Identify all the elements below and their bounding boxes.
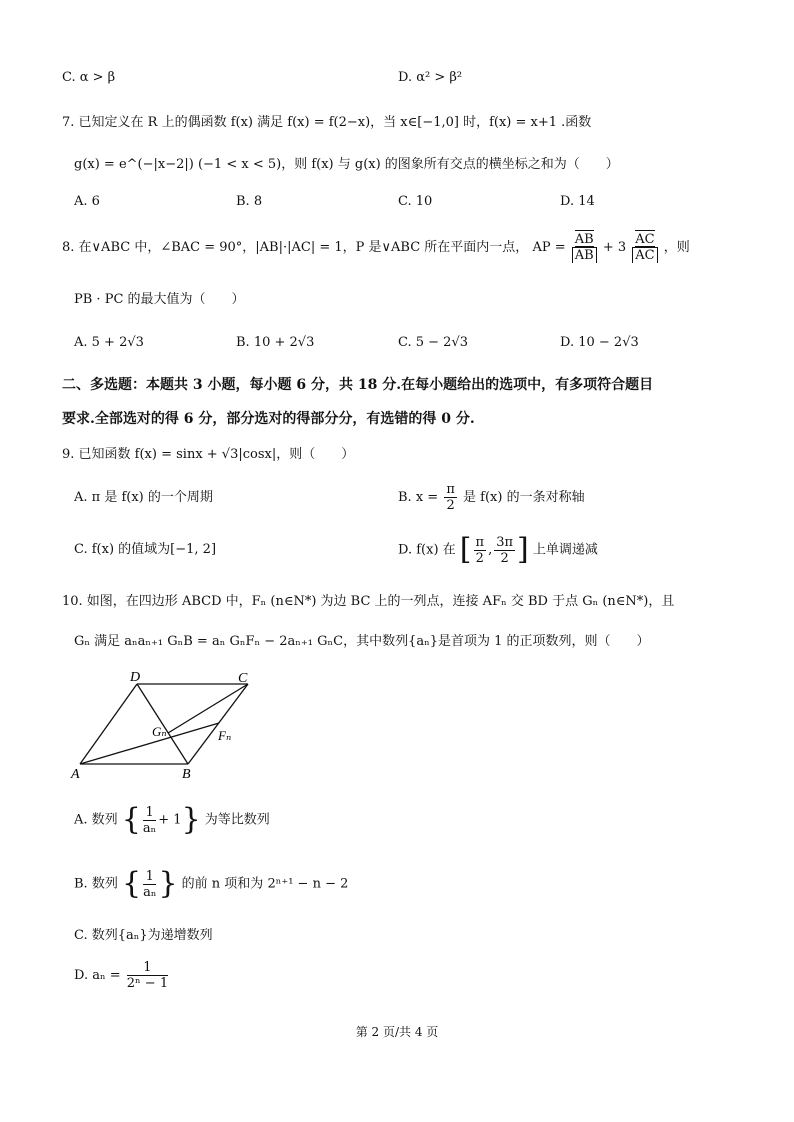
q10-option-d-pre: D. aₙ = bbox=[74, 968, 121, 983]
q10-option-b-den: aₙ bbox=[143, 884, 157, 900]
q7-stem-line2: g(x) = e^(−|x−2|) (−1 < x < 5)，则 f(x) 与 g(x) 的图象所有交点的横坐标之和为（ ） bbox=[74, 157, 619, 172]
q9-option-b-den: 2 bbox=[446, 498, 455, 513]
label-a: A bbox=[71, 767, 80, 782]
q10-option-a-fraction bbox=[143, 805, 156, 836]
q8-ab-norm: AB bbox=[574, 248, 594, 263]
q8-ac-fraction bbox=[632, 232, 657, 263]
q9-option-d-frac2 bbox=[494, 535, 515, 566]
q10-stem-line2: Gₙ 满足 aₙaₙ₊₁ GₙB = aₙ GₙFₙ − 2aₙ₊₁ GₙC，其中数列{aₙ}是首项为 1 的正项数列，则（ ） bbox=[74, 634, 650, 649]
q7-option-a: A. 6 bbox=[74, 194, 100, 209]
q10-option-a-den: aₙ bbox=[142, 820, 157, 836]
q9-option-d-d2: 2 bbox=[500, 550, 509, 566]
section2-heading-line1: 二、多选题：本题共 3 小题，每小题 6 分，共 18 分.在每小题给出的选项中，有多项符合题目 bbox=[62, 377, 654, 393]
q7-option-d: D. 14 bbox=[560, 194, 595, 209]
q9-option-d-post: 上单调递减 bbox=[532, 542, 598, 558]
q8-stem-text: 8. 在∨ABC 中，∠BAC = 90°，|AB|·|AC| = 1，P 是∨ABC 所在平面内一点， bbox=[62, 240, 529, 255]
q10-a-brace-right: } bbox=[181, 802, 201, 837]
q8-stem-line1 bbox=[62, 228, 690, 268]
q10-stem-line1: 10. 如图，在四边形 ABCD 中，Fₙ (n∈N*) 为边 BC 上的一列点，连接 AFₙ 交 BD 于点 Gₙ (n∈N*)，且 bbox=[62, 594, 675, 609]
q10-option-b bbox=[74, 864, 348, 905]
q10-option-d-den: 2ⁿ − 1 bbox=[126, 976, 169, 991]
q10-figure bbox=[62, 668, 262, 783]
q9-bracket-left: [ bbox=[459, 532, 472, 567]
q10-option-a-pre: A. 数列 bbox=[74, 812, 118, 828]
q8-ab-fraction bbox=[572, 232, 597, 263]
q10-option-b-fraction bbox=[143, 869, 156, 900]
q8-option-a: A. 5 + 2√3 bbox=[74, 335, 144, 350]
q9-option-b-pre: B. x = bbox=[398, 490, 439, 505]
label-b: B bbox=[182, 767, 191, 782]
q9-option-a: A. π 是 f(x) 的一个周期 bbox=[74, 490, 213, 505]
q10-option-a bbox=[74, 800, 270, 841]
q9-option-d-frac1 bbox=[474, 535, 487, 566]
q8-stem-line2: PB · PC 的最大值为（ ） bbox=[74, 292, 245, 307]
section2-heading-line2: 要求.全部选对的得 6 分，部分选对的得部分分，有选错的得 0 分. bbox=[62, 411, 475, 427]
q6-option-c: C. α > β bbox=[62, 70, 116, 85]
q8-ac-norm: AC bbox=[635, 248, 655, 263]
q8-option-c: C. 5 − 2√3 bbox=[398, 335, 469, 350]
q10-option-d-fraction bbox=[127, 960, 168, 991]
q10-option-b-pre: B. 数列 bbox=[74, 876, 118, 892]
q8-ac-vector: AC bbox=[635, 232, 655, 247]
q7-stem-line1: 7. 已知定义在 R 上的偶函数 f(x) 满足 f(x) = f(2−x)，当 x∈[−1,0] 时，f(x) = x+1 .函数 bbox=[62, 115, 592, 130]
q10-option-d bbox=[74, 956, 170, 996]
q9-option-b-fraction bbox=[444, 482, 457, 513]
label-d: D bbox=[130, 670, 141, 685]
q10-option-a-num: 1 bbox=[143, 805, 156, 821]
q10-b-brace-left: { bbox=[121, 866, 142, 901]
q10-option-b-num: 1 bbox=[143, 869, 156, 885]
q6-option-d: D. α² > β² bbox=[398, 70, 463, 85]
q8-ab-vector: AB bbox=[574, 232, 594, 247]
q7-option-c: C. 10 bbox=[398, 194, 433, 209]
q10-b-brace-right: } bbox=[158, 866, 178, 901]
q9-stem: 9. 已知函数 f(x) = sinx + √3|cosx|，则（ ） bbox=[62, 447, 355, 462]
q8-option-d: D. 10 − 2√3 bbox=[560, 335, 639, 350]
q8-plus-three: + 3 bbox=[602, 240, 627, 255]
q9-option-d-pre: D. f(x) 在 bbox=[398, 542, 456, 558]
page-footer: 第 2 页/共 4 页 bbox=[355, 1025, 439, 1039]
q10-a-brace-left: { bbox=[121, 802, 141, 837]
q8-ap-label: AP = bbox=[532, 240, 566, 255]
edge-da bbox=[80, 684, 137, 764]
q7-option-b: B. 8 bbox=[236, 194, 263, 209]
q9-option-d-n1: π bbox=[475, 534, 485, 550]
label-gn: Gₙ bbox=[152, 724, 167, 739]
q10-option-b-post: 的前 n 项和为 2ⁿ⁺¹ − n − 2 bbox=[181, 876, 349, 892]
q9-option-c: C. f(x) 的值域为[−1, 2] bbox=[74, 542, 217, 557]
q10-option-a-rest: + 1 bbox=[158, 812, 182, 828]
q9-option-b bbox=[398, 478, 585, 518]
q8-option-b: B. 10 + 2√3 bbox=[236, 335, 315, 350]
segment-afn bbox=[80, 723, 219, 764]
q10-option-d-num: 1 bbox=[127, 960, 168, 976]
label-c: C bbox=[238, 671, 248, 686]
q9-option-d: D. f(x) 在 [ $\frac{\pi}{2}$ , $\frac{3\pi}{2}$ ] 上单调递减 bbox=[398, 532, 598, 567]
edge-bc bbox=[188, 684, 248, 764]
q9-option-b-num: π bbox=[446, 482, 455, 497]
q9-option-d-d1: 2 bbox=[475, 550, 484, 566]
q8-then: ，则 bbox=[663, 240, 690, 255]
q9-bracket-right: ] bbox=[517, 532, 529, 567]
q9-option-d-n2: 3π bbox=[496, 534, 514, 550]
q9-option-b-post: 是 f(x) 的一条对称轴 bbox=[463, 490, 585, 505]
q10-option-a-post: 为等比数列 bbox=[204, 812, 270, 828]
q10-option-c: C. 数列{aₙ}为递增数列 bbox=[74, 928, 213, 943]
label-fn: Fₙ bbox=[218, 728, 232, 743]
